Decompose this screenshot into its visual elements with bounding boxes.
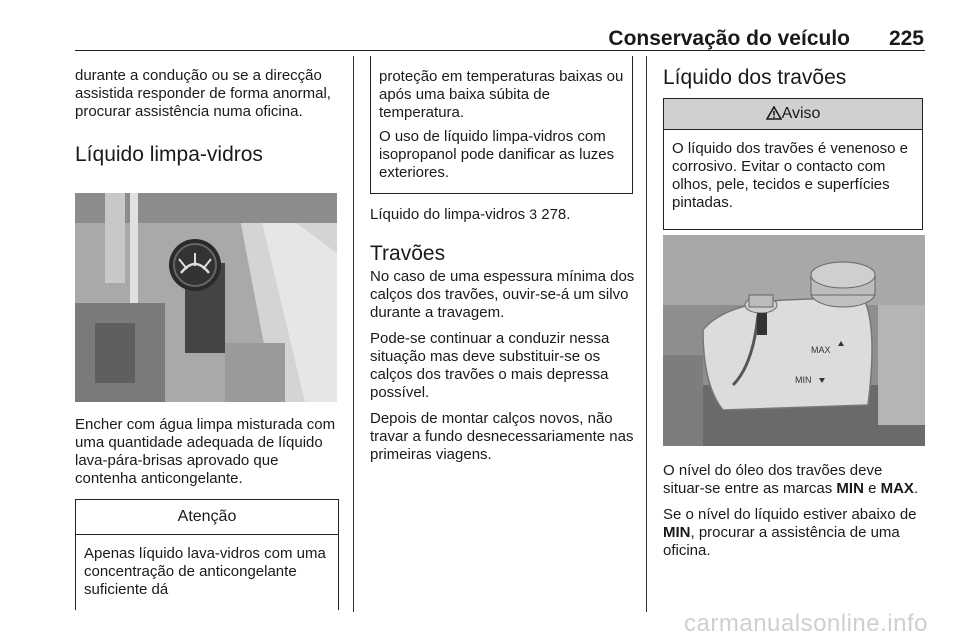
attention-text: Apenas líquido lava-vidros com uma concentração de anticongelante suficiente dá: [84, 545, 326, 598]
attention-title: Atenção: [76, 500, 338, 535]
low-min-mark: MIN: [663, 524, 691, 541]
low-text-start: Se o nível do líquido estiver abaixo de: [663, 506, 917, 523]
warning-header: [664, 99, 922, 130]
level-text-and: e: [868, 480, 877, 497]
section-heading-washer: Líquido limpa-vidros: [75, 143, 263, 166]
brakes-paragraph-2: Pode-se continuar a conduzir nessa situação mas deve substituir-se os calços dos travões o mais depressa possível.: [370, 330, 610, 401]
brake-fluid-reservoir-photo: [663, 235, 925, 446]
column-2: [370, 205, 635, 472]
level-text-start: O nível do óleo dos travões deve situar-se entre as marcas: [663, 462, 883, 497]
running-header-title: Conservação do veículo: [608, 27, 850, 50]
attention-continued-text-2: O uso de líquido limpa-vidros com isopropanol pode danificar as luzes exteriores.: [379, 128, 615, 181]
column-divider-1: [353, 56, 354, 612]
page-number: 225: [888, 27, 924, 50]
brakes-paragraph-1: No caso de uma espessura mínima dos calços dos travões, ouvir-se-á um silvo durante a travagem.: [370, 268, 635, 321]
brake-fluid-level-paragraph: [663, 462, 928, 498]
warning-title: Aviso: [781, 105, 821, 122]
header-rule: [75, 50, 925, 51]
page-reference-arrow-icon: 3: [529, 206, 538, 222]
max-mark-label: MAX: [811, 345, 831, 355]
attention-notice-continued: [370, 56, 633, 194]
min-mark-label: MIN: [795, 375, 812, 385]
brake-fluid-reservoir-illustration: [663, 235, 925, 446]
column-3: [663, 66, 928, 90]
brakes-paragraph-3: Depois de montar calços novos, não travar a fundo desnecessariamente nas primeiras viagens.: [370, 410, 634, 463]
level-min-mark: MIN: [836, 480, 864, 497]
warning-triangle-icon: [766, 106, 782, 120]
column-3-lower: [663, 462, 928, 568]
washer-reference-text: Líquido do limpa-vidros: [370, 206, 526, 223]
column-1-lower: [75, 416, 340, 496]
washer-reference-page: 278.: [541, 206, 571, 223]
section-heading-brakes: Travões: [370, 242, 446, 265]
attention-notice-box: [75, 499, 339, 610]
washer-reservoir-photo: [75, 193, 337, 402]
washer-reservoir-illustration: [75, 193, 337, 402]
watermark: carmanualsonline.info: [684, 610, 928, 637]
column-1: [75, 67, 340, 167]
level-max-mark: MAX: [880, 480, 914, 497]
section-heading-brake-fluid: Líquido dos travões: [663, 66, 847, 89]
warning-text: O líquido dos travões é venenoso e corrosivo. Evitar o contacto com olhos, pele, tecidos e superfícies pintadas.: [672, 140, 908, 211]
column-divider-2: [646, 56, 647, 612]
washer-fill-paragraph: Encher com água limpa misturada com uma quantidade adequada de líquido lava-pára-brisas aprovado que contenha anticongelante.: [75, 416, 336, 487]
intro-paragraph: durante a condução ou se a direcção assistida responder de forma anormal, procurar assistência numa oficina.: [75, 67, 331, 120]
attention-continued-text-1: proteção em temperaturas baixas ou após uma baixa súbita de temperatura.: [379, 68, 624, 121]
level-text-end: .: [913, 480, 919, 497]
washer-reference[interactable]: [370, 205, 635, 224]
warning-box: [663, 98, 923, 230]
brake-fluid-low-paragraph: [663, 506, 928, 560]
low-text-end: , procurar a assistência de uma oficina.: [663, 524, 900, 559]
